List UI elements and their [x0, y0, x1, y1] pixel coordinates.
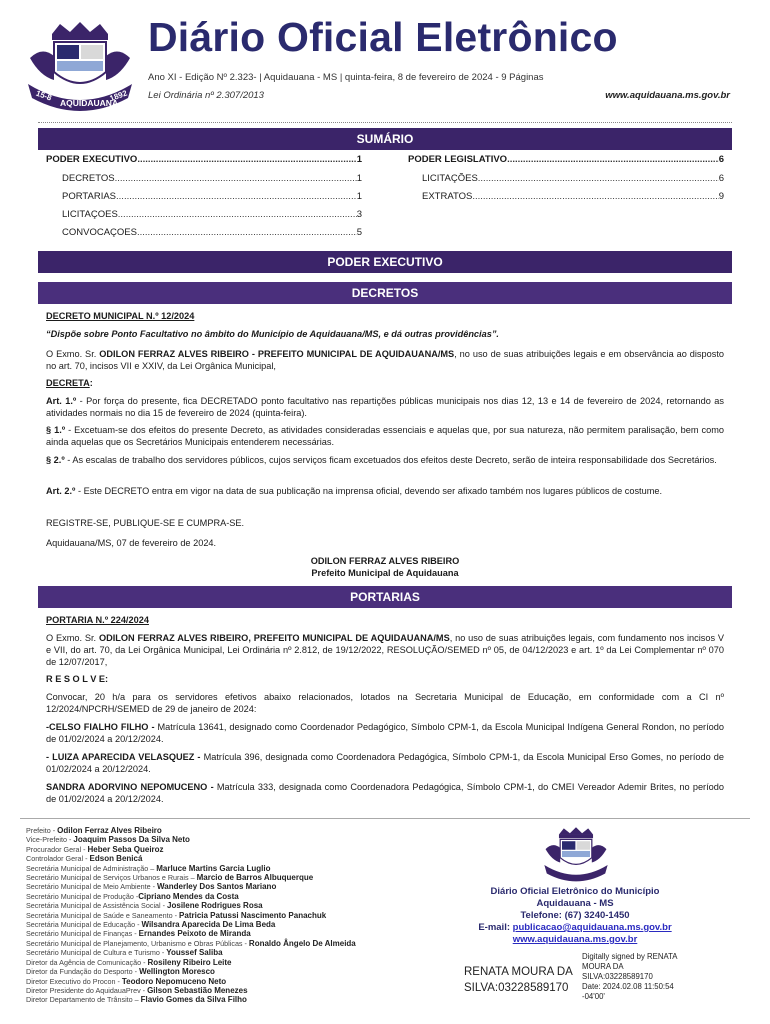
resolve-text: R E S O L V E: [46, 674, 109, 684]
email-link[interactable]: publicacao@aquidauana.ms.gov.br [512, 922, 672, 933]
signature-detail: Date: 2024.02.08 11:50:54 [582, 982, 674, 991]
paragraph-text: - Excetuam-se dos efeitos do presente Decreto, as atividades consideradas essenciais e aquelas que, por sua natureza, não permitem paralisação, bem como ainda aquelas que os Secretários Municipais entenderem necessárias. [46, 425, 724, 447]
official-entry: Controlador Geral - Edson Benicá [26, 854, 143, 864]
section-bar-decretos: DECRETOS [38, 282, 732, 304]
digital-signature-name [464, 964, 573, 996]
decreta-text: DECRETA [46, 378, 90, 388]
decreta-label [46, 377, 724, 389]
contact-line-1: Diário Oficial Eletrônico do Município [490, 886, 660, 897]
official-entry: Secretário Municipal de Serviços Urbanos e Rurais – Marcio de Barros Albuquerque [26, 873, 314, 883]
decreta-colon: : [89, 378, 93, 388]
contact-line-2: Aquidauana - MS [536, 898, 614, 909]
toc-label: EXTRATOS [422, 191, 473, 202]
intro-mayor: ODILON FERRAZ ALVES RIBEIRO, PREFEITO MUNICIPAL DE AQUIDAUANA/MS [98, 633, 450, 643]
official-entry: Secretária Municipal de Educação - Wilsandra Aparecida De Lima Beda [26, 920, 276, 930]
signer-name-text: ODILON FERRAZ ALVES RIBEIRO [310, 556, 460, 566]
toc-item[interactable] [62, 227, 362, 241]
contact-site-link[interactable]: www.aquidauana.ms.gov.br [512, 934, 638, 945]
municipal-crest-logo [24, 20, 136, 112]
toc-item[interactable] [408, 154, 724, 168]
portaria-heading [46, 614, 724, 626]
toc-label: LICITAÇÕES [422, 173, 478, 184]
toc-label: PODER EXECUTIVO [46, 154, 138, 165]
article-text: - Por força do presente, fica DECRETADO ponto facultativo nas repartições públicas municipais nos dias 12, 13 e 14 de fevereiro de 2024, retornando as atividades normais no dia 15 de fevereiro de 2024 (quinta-feira). [46, 396, 724, 418]
employee-details: Matrícula 333, designada como Coordenadora Pedagógica, Símbolo CPM-1, do CMEI Vereador Ademir Brites, no período de 01/02/2024 a 20/12/2024. [46, 782, 724, 804]
toc-leader [137, 227, 357, 241]
page-title: Diário Oficial Eletrônico [148, 14, 618, 60]
intro-mayor: ODILON FERRAZ ALVES RIBEIRO - PREFEITO MUNICIPAL DE AQUIDAUANA/MS [99, 349, 455, 359]
website-link[interactable]: www.aquidauana.ms.gov.br [605, 90, 730, 101]
email-label: E-mail: [478, 922, 513, 933]
official-entry: Diretor Presidente do AquidauaPrev - Gilson Sebastião Menezes [26, 985, 248, 995]
toc-leader [507, 154, 719, 168]
section-bar-executivo: PODER EXECUTIVO [38, 251, 732, 273]
toc-leader [472, 191, 718, 205]
official-entry: Secretário Municipal de Finanças - Ernandes Peixoto de Miranda [26, 929, 251, 939]
signature-detail: Digitally signed by RENATA [582, 952, 678, 961]
toc-page: 3 [356, 209, 362, 220]
official-entry: Secretário Municipal de Meio Ambiente - Wanderley Dos Santos Mariano [26, 882, 277, 892]
portaria-title: PORTARIA N.º 224/2024 [46, 615, 149, 625]
toc-item[interactable] [62, 173, 362, 187]
sumario-bar: SUMÁRIO [38, 128, 732, 150]
contact-block [464, 886, 686, 946]
signer-name [46, 555, 724, 567]
contact-phone: Telefone: (67) 3240-1450 [520, 910, 630, 921]
official-entry: Procurador Geral - Heber Seba Queiroz [26, 844, 164, 854]
toc-page: 9 [718, 191, 724, 202]
toc-item[interactable] [422, 173, 724, 187]
toc-label: CONVOCAÇOES [62, 227, 137, 238]
toc-label: PODER LEGISLATIVO [408, 154, 508, 165]
crest-banner-text: AQUIDAUANA [60, 98, 119, 108]
toc-leader [118, 209, 357, 223]
official-entry: Diretor da Fundação do Desporto - Wellington Moresco [26, 967, 215, 977]
employee-name: SANDRA ADORVINO NEPOMUCENO - [46, 782, 214, 792]
decreto-date: Aquidauana/MS, 07 de fevereiro de 2024. [46, 538, 217, 548]
list-item [46, 721, 724, 745]
official-entry: Secretário Municipal de Planejamento, Urbanismo e Obras Públicas - Ronaldo Ângelo De Almeida [26, 938, 356, 948]
article-text: - Este DECRETO entra em vigor na data de sua publicação na imprensa oficial, devendo ser afixado também nos lugares públicos de costume. [75, 486, 663, 496]
resolve-label [46, 673, 724, 685]
toc-label: PORTARIAS [62, 191, 117, 202]
intro-prefix: O Exmo. Sr. [46, 633, 99, 643]
portaria-intro [46, 632, 724, 668]
digital-signature-details [582, 952, 677, 1002]
official-entry: Secretário Municipal de Produção -Cipriano Mendes da Costa [26, 891, 239, 901]
toc-page: 6 [718, 154, 724, 165]
paragraph-2 [46, 454, 724, 466]
signature-name-line-2: SILVA:03228589170 [464, 982, 569, 994]
official-entry: Secretária Municipal de Saúde e Saneamento - Patricia Patussi Nascimento Panachuk [26, 910, 327, 920]
signer-role [46, 567, 724, 579]
municipal-crest-logo-small [540, 826, 612, 882]
toc-leader [116, 191, 357, 205]
toc-page: 1 [356, 173, 362, 184]
signature-name-line-1: RENATA MOURA DA [464, 966, 573, 978]
paragraph-label: § 2.º [46, 455, 65, 465]
footer-divider [20, 818, 750, 819]
list-item [46, 751, 724, 775]
toc-leader [478, 173, 719, 187]
article-2 [46, 484, 724, 498]
decreto-ementa [46, 328, 724, 340]
official-entry: Diretor Departamento de Trânsito – Flavio Gomes da Silva Filho [26, 995, 247, 1005]
decreto-intro [46, 348, 724, 372]
official-entry: Secretária Municipal de Assistência Social - Josilene Rodrigues Rosa [26, 901, 263, 911]
intro-prefix: O Exmo. Sr. [46, 349, 100, 359]
header [0, 0, 770, 120]
toc-leader [115, 173, 357, 187]
employee-name: -CELSO FIALHO FILHO - [46, 722, 155, 732]
toc-page: 1 [356, 154, 362, 165]
employee-details: Matrícula 13641, designado como Coordenador Pedagógico, Símbolo CPM-1, da Escola Municipal Indígena General Rondon, no período de 01/02/2024 a 20/12/2024. [46, 722, 724, 744]
paragraph-label: § 1.º [46, 425, 66, 435]
toc-item[interactable] [62, 209, 362, 223]
intro-rest: , no uso de suas atribuições legais, com fundamento nos incisos V e VII, do art. 70, da Lei Orgânica Municipal, Lei Ordinária nº 2.812, de 19/12/2022, RESOLUÇÃO/SEMED nº 05, de 04/12/2023 e art. 1º da Lei Complementar nº 070 de 12/07/2017, [46, 633, 725, 667]
paragraph-text: - As escalas de trabalho dos servidores públicos, cujos serviços ficam excetuados dos efeitos deste Decreto, serão de inteira responsabilidade dos Secretários. [64, 455, 717, 465]
toc-page: 5 [356, 227, 362, 238]
official-entry: Diretor Executivo do Procon - Teodoro Nepomuceno Neto [26, 976, 227, 986]
toc-label: LICITAÇOES [62, 209, 118, 220]
convocar-paragraph: Convocar, 20 h/a para os servidores efetivos abaixo relacionados, lotados na Secretaria Municipal de Educação, em conformidade com a CI nº 12/2024/NPCRH/SEMED de 29 de janeiro de 2024: [46, 692, 724, 714]
signature-detail: SILVA:03228589170 [582, 972, 653, 981]
toc-item[interactable] [46, 154, 362, 168]
article-1 [46, 395, 724, 419]
employee-name: - LUIZA APARECIDA VELASQUEZ - [46, 752, 201, 762]
toc-item[interactable] [62, 191, 362, 205]
toc-item[interactable] [422, 191, 724, 205]
paragraph-1 [46, 424, 724, 448]
official-entry: Diretor da Agência de Comunicação - Rosileny Ribeiro Leite [26, 957, 232, 967]
signer-role-text: Prefeito Municipal de Aquidauana [311, 568, 459, 578]
intro-rest: , no uso de suas atribuições legais e em observância ao disposto no art. 70, incisos VII e XXIV, da Lei Orgânica Municipal, [46, 349, 725, 371]
toc-leader [137, 154, 356, 168]
toc-label: DECRETOS [62, 173, 115, 184]
employee-details: Matrícula 396, designada como Coordenadora Pedagógica, Símbolo CPM-1, da Escola Municipal Erso Gomes, no período de 01/02/2024 a 20/12/2024. [46, 752, 724, 774]
edition-info: Ano XI - Edição Nº 2.323- | Aquidauana - MS | quinta-feira, 8 de fevereiro de 2024 - 9 Páginas [148, 72, 544, 83]
article-label: Art. 2.º [46, 486, 76, 496]
official-entry: Secretária Municipal de Administração – Marluce Martins Garcia Luglio [26, 863, 271, 873]
signature-detail: MOURA DA [582, 962, 624, 971]
contact-email-row [464, 922, 686, 934]
toc-page: 6 [718, 173, 724, 184]
list-item [46, 781, 724, 805]
ementa-text: “Dispõe sobre Ponto Facultativo no âmbito do Município de Aquidauana/MS, e dá outras providências”. [46, 329, 499, 339]
crest-years-left: 15-8 [34, 88, 53, 103]
decreto-heading [46, 310, 724, 322]
officials-list [26, 826, 356, 1005]
official-entry: Prefeito - Odilon Ferraz Alves Ribeiro [26, 826, 162, 835]
header-divider [38, 122, 732, 123]
crest-years-right: 1892 [108, 88, 129, 104]
section-bar-portarias: PORTARIAS [38, 586, 732, 608]
law-reference: Lei Ordinária nº 2.307/2013 [148, 90, 264, 101]
registre-line: REGISTRE-SE, PUBLIQUE-SE E CUMPRA-SE. [46, 518, 245, 528]
signature-detail: -04'00' [582, 992, 605, 1001]
decreto-title: DECRETO MUNICIPAL N.º 12/2024 [46, 311, 195, 321]
toc-page: 1 [356, 191, 362, 202]
official-entry: Secretário Municipal de Cultura e Turismo - Youssef Saliba [26, 948, 223, 958]
article-label: Art. 1.º [46, 396, 77, 406]
official-entry: Vice-Prefeito - Joaquim Passos Da Silva Neto [26, 835, 190, 845]
